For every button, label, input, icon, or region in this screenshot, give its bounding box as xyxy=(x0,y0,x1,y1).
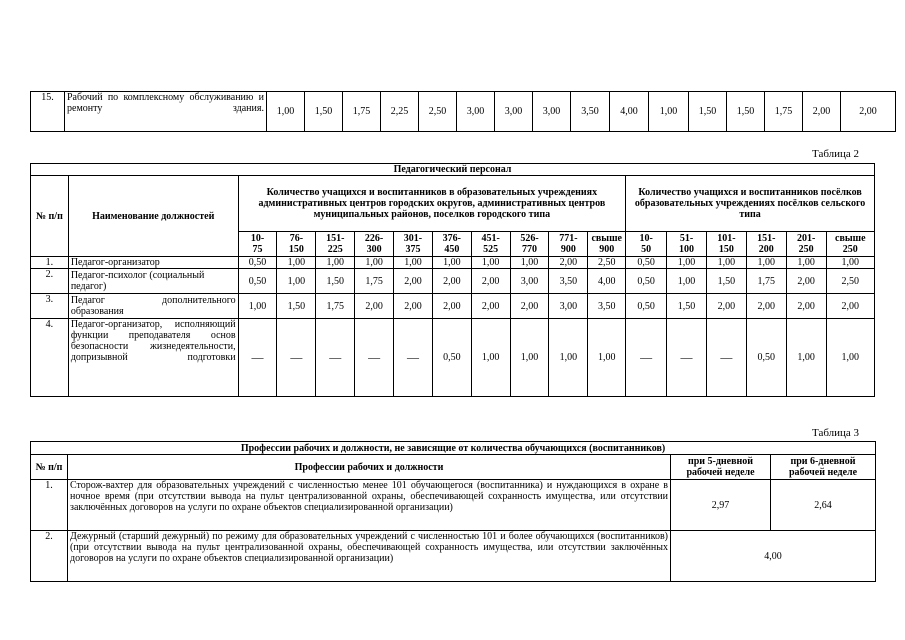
value-cell: 2,50 xyxy=(419,92,457,132)
value-cell: — xyxy=(238,319,277,397)
value-cell: 2,00 xyxy=(432,294,471,319)
value-cell: — xyxy=(355,319,394,397)
range-header: 301- 375 xyxy=(394,232,433,257)
value-cell: 1,00 xyxy=(267,92,305,132)
col-number-header: № п/п xyxy=(31,455,68,480)
value-cell: 1,00 xyxy=(238,294,277,319)
col-6day-header: при 6-дневной рабочей неделе xyxy=(771,455,876,480)
range-header: свыше 900 xyxy=(588,232,626,257)
table-workers-professions xyxy=(30,441,876,582)
range-header: 376- 450 xyxy=(432,232,471,257)
value-cell: 1,50 xyxy=(667,294,707,319)
range-header: 771- 900 xyxy=(549,232,588,257)
table2-caption: Таблица 2 xyxy=(812,148,860,160)
value-cell: 2,25 xyxy=(381,92,419,132)
value-cell: 2,00 xyxy=(841,92,896,132)
table-row xyxy=(31,531,876,582)
col-number-header: № п/п xyxy=(31,176,69,257)
value-cell: 0,50 xyxy=(238,257,277,269)
range-header: свыше 250 xyxy=(826,232,874,257)
value-cell: 0,50 xyxy=(626,269,667,294)
value-cell: 4,00 xyxy=(588,269,626,294)
range-header: 51- 100 xyxy=(667,232,707,257)
row-number: 2. xyxy=(31,269,69,294)
value-cell: 1,00 xyxy=(667,269,707,294)
value-cell: — xyxy=(277,319,316,397)
value-cell: 1,00 xyxy=(471,319,510,397)
col-name-header: Наименование должностей xyxy=(68,176,238,257)
value-cell: 2,50 xyxy=(588,257,626,269)
value-cell: 3,00 xyxy=(510,269,549,294)
section-title-row xyxy=(31,164,875,176)
urban-group-header: Количество учащихся и воспитанников в образовательных учреждениях административных центров городских округов, административных центров муниципальных районов, поселков городского типа xyxy=(238,176,626,232)
value-cell: 2,50 xyxy=(826,269,874,294)
value-cell: 1,00 xyxy=(277,269,316,294)
value-cell: 1,00 xyxy=(510,319,549,397)
value-cell: 2,00 xyxy=(706,294,746,319)
value-cell: 0,50 xyxy=(746,319,786,397)
value-cell: 1,00 xyxy=(746,257,786,269)
value-cell: — xyxy=(706,319,746,397)
value-cell: 1,00 xyxy=(588,319,626,397)
range-header: 526- 770 xyxy=(510,232,549,257)
value-6day: 2,64 xyxy=(771,480,876,531)
value-cell: 2,00 xyxy=(549,257,588,269)
row-number: 15. xyxy=(31,92,65,132)
range-header: 151- 225 xyxy=(316,232,355,257)
value-cell: 2,00 xyxy=(826,294,874,319)
range-header: 226- 300 xyxy=(355,232,394,257)
value-cell: 0,50 xyxy=(432,319,471,397)
table-continuation xyxy=(30,91,896,132)
value-cell: 2,00 xyxy=(394,269,433,294)
position-name: Сторож-вахтер для образовательных учреждений с численностью менее 101 обучающегося (воспитанника) и нуждающихся в охране в ночное время (при отсутствии вывода на пульт централизованной охраны, обеспечивающей сохранность имущества, или отсутствии заключённых договоров на услуги по охране объектов специализированной организации) xyxy=(68,480,671,531)
col-5day-header: при 5-дневной рабочей неделе xyxy=(671,455,771,480)
table-row xyxy=(31,92,896,132)
value-cell: 3,00 xyxy=(457,92,495,132)
value-cell: — xyxy=(394,319,433,397)
value-cell: 1,00 xyxy=(826,257,874,269)
rural-group-header: Количество учащихся и воспитанников посёлков образовательных учреждениях посёлков сельского типа xyxy=(626,176,875,232)
value-cell: 1,00 xyxy=(510,257,549,269)
value-cell: 1,50 xyxy=(316,269,355,294)
value-cell: 1,75 xyxy=(746,269,786,294)
range-header: 451- 525 xyxy=(471,232,510,257)
value-cell: 1,50 xyxy=(706,269,746,294)
value-cell: 4,00 xyxy=(610,92,649,132)
value-cell: 3,50 xyxy=(588,294,626,319)
section-title: Педагогический персонал xyxy=(31,164,875,176)
value-cell: 2,00 xyxy=(746,294,786,319)
value-cell: 2,00 xyxy=(786,269,826,294)
value-both: 4,00 xyxy=(671,531,876,582)
value-cell: 0,50 xyxy=(626,294,667,319)
value-cell: 2,00 xyxy=(394,294,433,319)
value-cell: 2,00 xyxy=(355,294,394,319)
value-cell: 1,00 xyxy=(649,92,689,132)
value-cell: 1,75 xyxy=(316,294,355,319)
value-cell: 3,00 xyxy=(495,92,533,132)
row-number: 1. xyxy=(31,480,68,531)
value-cell: 1,00 xyxy=(471,257,510,269)
value-cell: 1,00 xyxy=(706,257,746,269)
table-row xyxy=(31,257,875,269)
value-cell: 0,50 xyxy=(238,269,277,294)
value-cell: 2,00 xyxy=(471,294,510,319)
section-title: Профессии рабочих и должности, не зависящие от количества обучающихся (воспитанников) xyxy=(31,442,876,455)
row-number: 2. xyxy=(31,531,68,582)
row-number: 3. xyxy=(31,294,69,319)
value-cell: — xyxy=(316,319,355,397)
value-cell: 3,50 xyxy=(571,92,610,132)
value-5day: 2,97 xyxy=(671,480,771,531)
table-row xyxy=(31,319,875,397)
value-cell: 1,00 xyxy=(355,257,394,269)
position-name: Педагог-организатор, исполняющий функции преподавателя основ безопасности жизнедеятельности, допризывной подготовки xyxy=(68,319,238,397)
value-cell: 1,50 xyxy=(305,92,343,132)
table-row xyxy=(31,480,876,531)
value-cell: 2,00 xyxy=(510,294,549,319)
value-cell: 3,00 xyxy=(549,294,588,319)
value-cell: 2,00 xyxy=(786,294,826,319)
row-number: 4. xyxy=(31,319,69,397)
value-cell: 2,00 xyxy=(432,269,471,294)
position-name: Рабочий по комплексному обслуживанию и ремонту здания. xyxy=(65,92,267,132)
value-cell: 0,50 xyxy=(626,257,667,269)
value-cell: 1,00 xyxy=(549,319,588,397)
col-name-header: Профессии рабочих и должности xyxy=(68,455,671,480)
position-name: Дежурный (старший дежурный) по режиму для образовательных учреждений с численностью 101 и более обучающихся (воспитанников) (при отсутствии вывода на пульт централизованной охраны, обеспечивающей сохранность имущества, или отсутствии заключённых договоров на услуги по охране объектов специализированной организации) xyxy=(68,531,671,582)
value-cell: 1,50 xyxy=(689,92,727,132)
value-cell: 3,50 xyxy=(549,269,588,294)
value-cell: 1,00 xyxy=(667,257,707,269)
value-cell: 3,00 xyxy=(533,92,571,132)
range-header: 10- 75 xyxy=(238,232,277,257)
value-cell: 1,00 xyxy=(432,257,471,269)
table-row xyxy=(31,294,875,319)
value-cell: 2,00 xyxy=(471,269,510,294)
value-cell: — xyxy=(667,319,707,397)
table-pedagogical-staff xyxy=(30,163,875,397)
value-cell: 1,50 xyxy=(277,294,316,319)
range-header: 76- 150 xyxy=(277,232,316,257)
header-row xyxy=(31,455,876,480)
row-number: 1. xyxy=(31,257,69,269)
table-row xyxy=(31,269,875,294)
position-name: Педагог дополнительного образования xyxy=(68,294,238,319)
value-cell: 1,75 xyxy=(765,92,803,132)
position-name: Педагог-психолог (социальный педагог) xyxy=(68,269,238,294)
range-header: 101- 150 xyxy=(706,232,746,257)
value-cell: — xyxy=(626,319,667,397)
value-cell: 1,75 xyxy=(343,92,381,132)
value-cell: 1,00 xyxy=(826,319,874,397)
value-cell: 1,00 xyxy=(316,257,355,269)
range-header: 10- 50 xyxy=(626,232,667,257)
value-cell: 1,50 xyxy=(727,92,765,132)
range-header: 151- 200 xyxy=(746,232,786,257)
range-header: 201- 250 xyxy=(786,232,826,257)
header-row xyxy=(31,176,875,232)
value-cell: 1,00 xyxy=(394,257,433,269)
position-name: Педагог-организатор xyxy=(68,257,238,269)
value-cell: 1,00 xyxy=(786,319,826,397)
value-cell: 1,75 xyxy=(355,269,394,294)
value-cell: 1,00 xyxy=(277,257,316,269)
section-title-row xyxy=(31,442,876,455)
table3-caption: Таблица 3 xyxy=(812,427,860,439)
value-cell: 2,00 xyxy=(803,92,841,132)
value-cell: 1,00 xyxy=(786,257,826,269)
